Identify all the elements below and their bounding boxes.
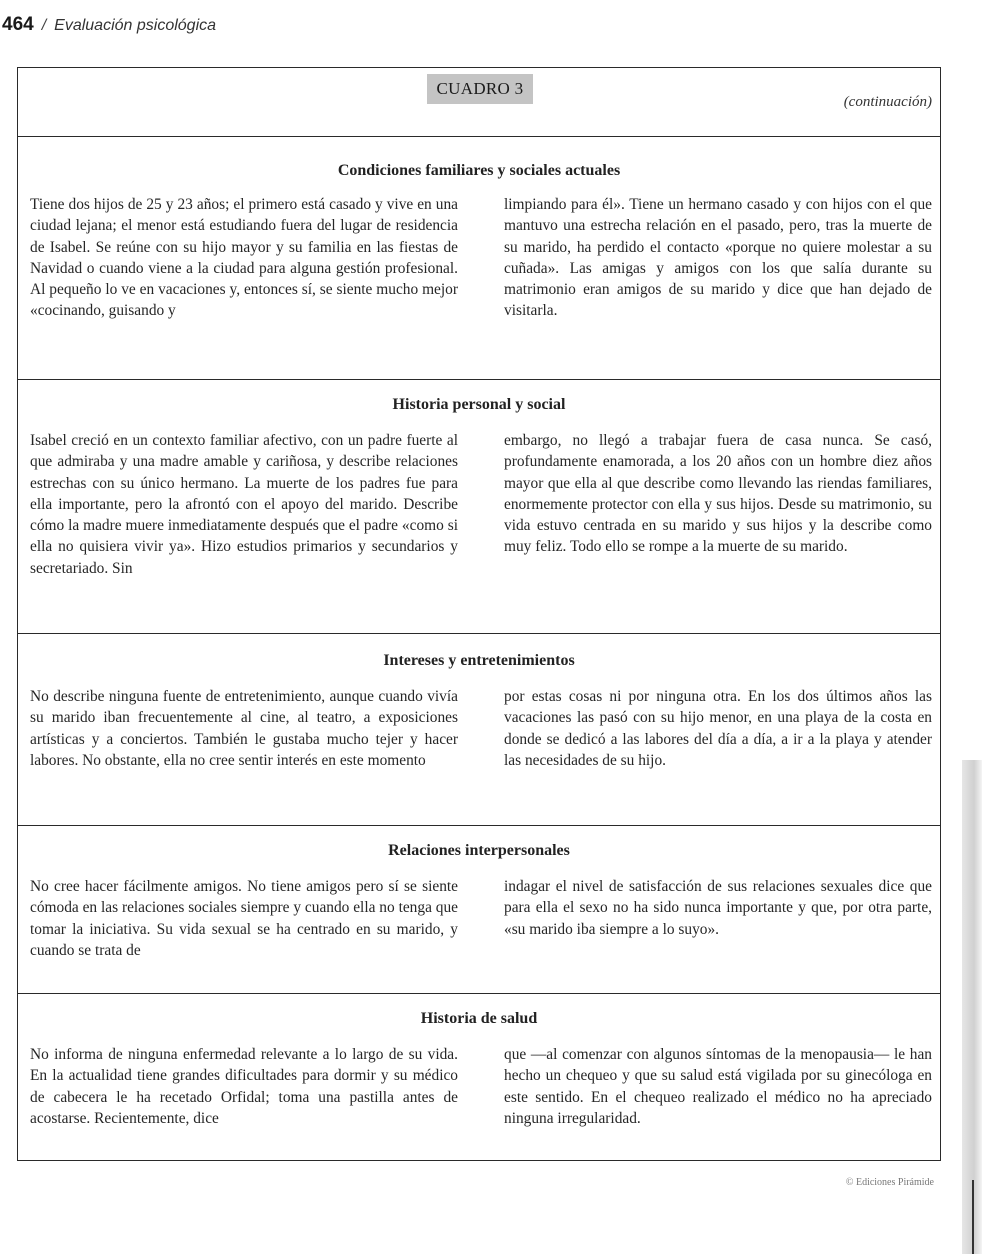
section-title: Condiciones familiares y sociales actuales (337, 162, 621, 179)
section-text-left: No describe ninguna fuente de entretenimiento, aunque cuando vivía su marido iban frecuentemente al cine, al teatro, a exposiciones artísticas y a conciertos. También le gustaba mucho tejer y hacer labores. No obstante, ella no cree sentir interés en este momento (30, 688, 458, 769)
section-text-right: por estas cosas ni por ninguna otra. En los dos últimos años las vacaciones las pasó con su hijo menor, en una playa de la costa en donde se dedicó a las labores del día a día, a ir a la playa y atender las necesidades de su hijo. (504, 688, 932, 769)
cuadro-box (17, 67, 941, 1161)
section-text-left: Isabel creció en un contexto familiar afectivo, con un padre fuerte al que admiraba y una madre amable y cariñosa, y describe relaciones estrechas con su único hermano. La muerte de los padres fue para ella importante, pero la afrontó con el apoyo del marido. Describe cómo la madre muere inmediatamente después que el padre «como si ella no quisiera vivir ya». Hizo estudios primarios y secundarios y secretariado. Sin (30, 432, 458, 577)
section-relaciones-interpersonales (18, 826, 940, 994)
continuation-note: (continuación) (843, 94, 932, 110)
section-text-left: No informa de ninguna enfermedad relevante a lo largo de su vida. En la actualidad tiene grandes dificultades para dormir y su médico de cabecera le ha recetado Orfidal; toma una pastilla antes de acostarse. Recientemente, dice (30, 1046, 458, 1127)
cuadro-header (18, 68, 940, 137)
publisher-credit: © Ediciones Pirámide (845, 1177, 934, 1188)
page-edge-line (972, 1180, 974, 1254)
section-title: Relaciones interpersonales (388, 842, 570, 859)
section-text-right: limpiando para él». Tiene un hermano casado y con hijos con el que mantuvo una estrecha relación en el pasado, pero, tras la muerte de su marido, ha perdido el contacto «porque no quiere molestar a su cuñada». Las amigas y amigos con los que salía durante su matrimonio eran amigos de su marido y dice que han dejado de visitarla. (504, 196, 932, 320)
section-condiciones-familiares (18, 136, 940, 380)
section-text-right: que —al comenzar con algunos síntomas de la menopausia— le han hecho un chequeo y que su salud está vigilada por su ginecóloga en este sentido. En el chequeo realizado el médico no ha apreciado ninguna irregularidad. (504, 1046, 932, 1127)
running-head-separator: / (41, 17, 47, 34)
section-text-left: No cree hacer fácilmente amigos. No tiene amigos pero sí se siente cómoda en las relaciones sociales siempre y cuando ella no tenga que tomar la iniciativa. Su vida sexual se ha centrado en su marido, y cuando se trata de (30, 878, 458, 959)
running-head (2, 14, 216, 38)
section-intereses (18, 634, 940, 826)
page-number: 464 (2, 14, 34, 35)
section-historia-personal (18, 380, 940, 634)
section-title: Intereses y entretenimientos (383, 652, 575, 669)
section-title: Historia personal y social (392, 396, 566, 413)
section-text-left: Tiene dos hijos de 25 y 23 años; el primero está casado y vive en una ciudad lejana; el menor está estudiando fuera del lugar de residencia de Isabel. Se reúne con su hijo mayor y su familia en las fiestas de Navidad o cuando viene a la ciudad para alguna gestión profesional. Al pequeño lo ve en vacaciones y, entonces sí, se siente mucho mejor «cocinando, guisando y (30, 196, 458, 320)
section-text-right: indagar el nivel de satisfacción de sus relaciones sexuales dice que para ella el sexo no ha sido nunca importante y que, por otra parte, «su marido iba siempre a lo suyo». (504, 878, 932, 938)
cuadro-label: CUADRO 3 (427, 74, 533, 104)
section-title: Historia de salud (420, 1010, 538, 1027)
section-historia-salud (18, 994, 940, 1160)
book-title: Evaluación psicológica (54, 17, 217, 34)
section-text-right: embargo, no llegó a trabajar fuera de casa nunca. Se casó, profundamente enamorada, a los 20 años con un hombre diez años mayor que ella al que describe como llevando las riendas familiares, enormemente protector con ella y sus hijos. Desde su matrimonio, su vida estuvo centrada en su marido y sus hijos y la describe como muy feliz. Todo ello se rompe a la muerte de su marido. (504, 432, 932, 556)
